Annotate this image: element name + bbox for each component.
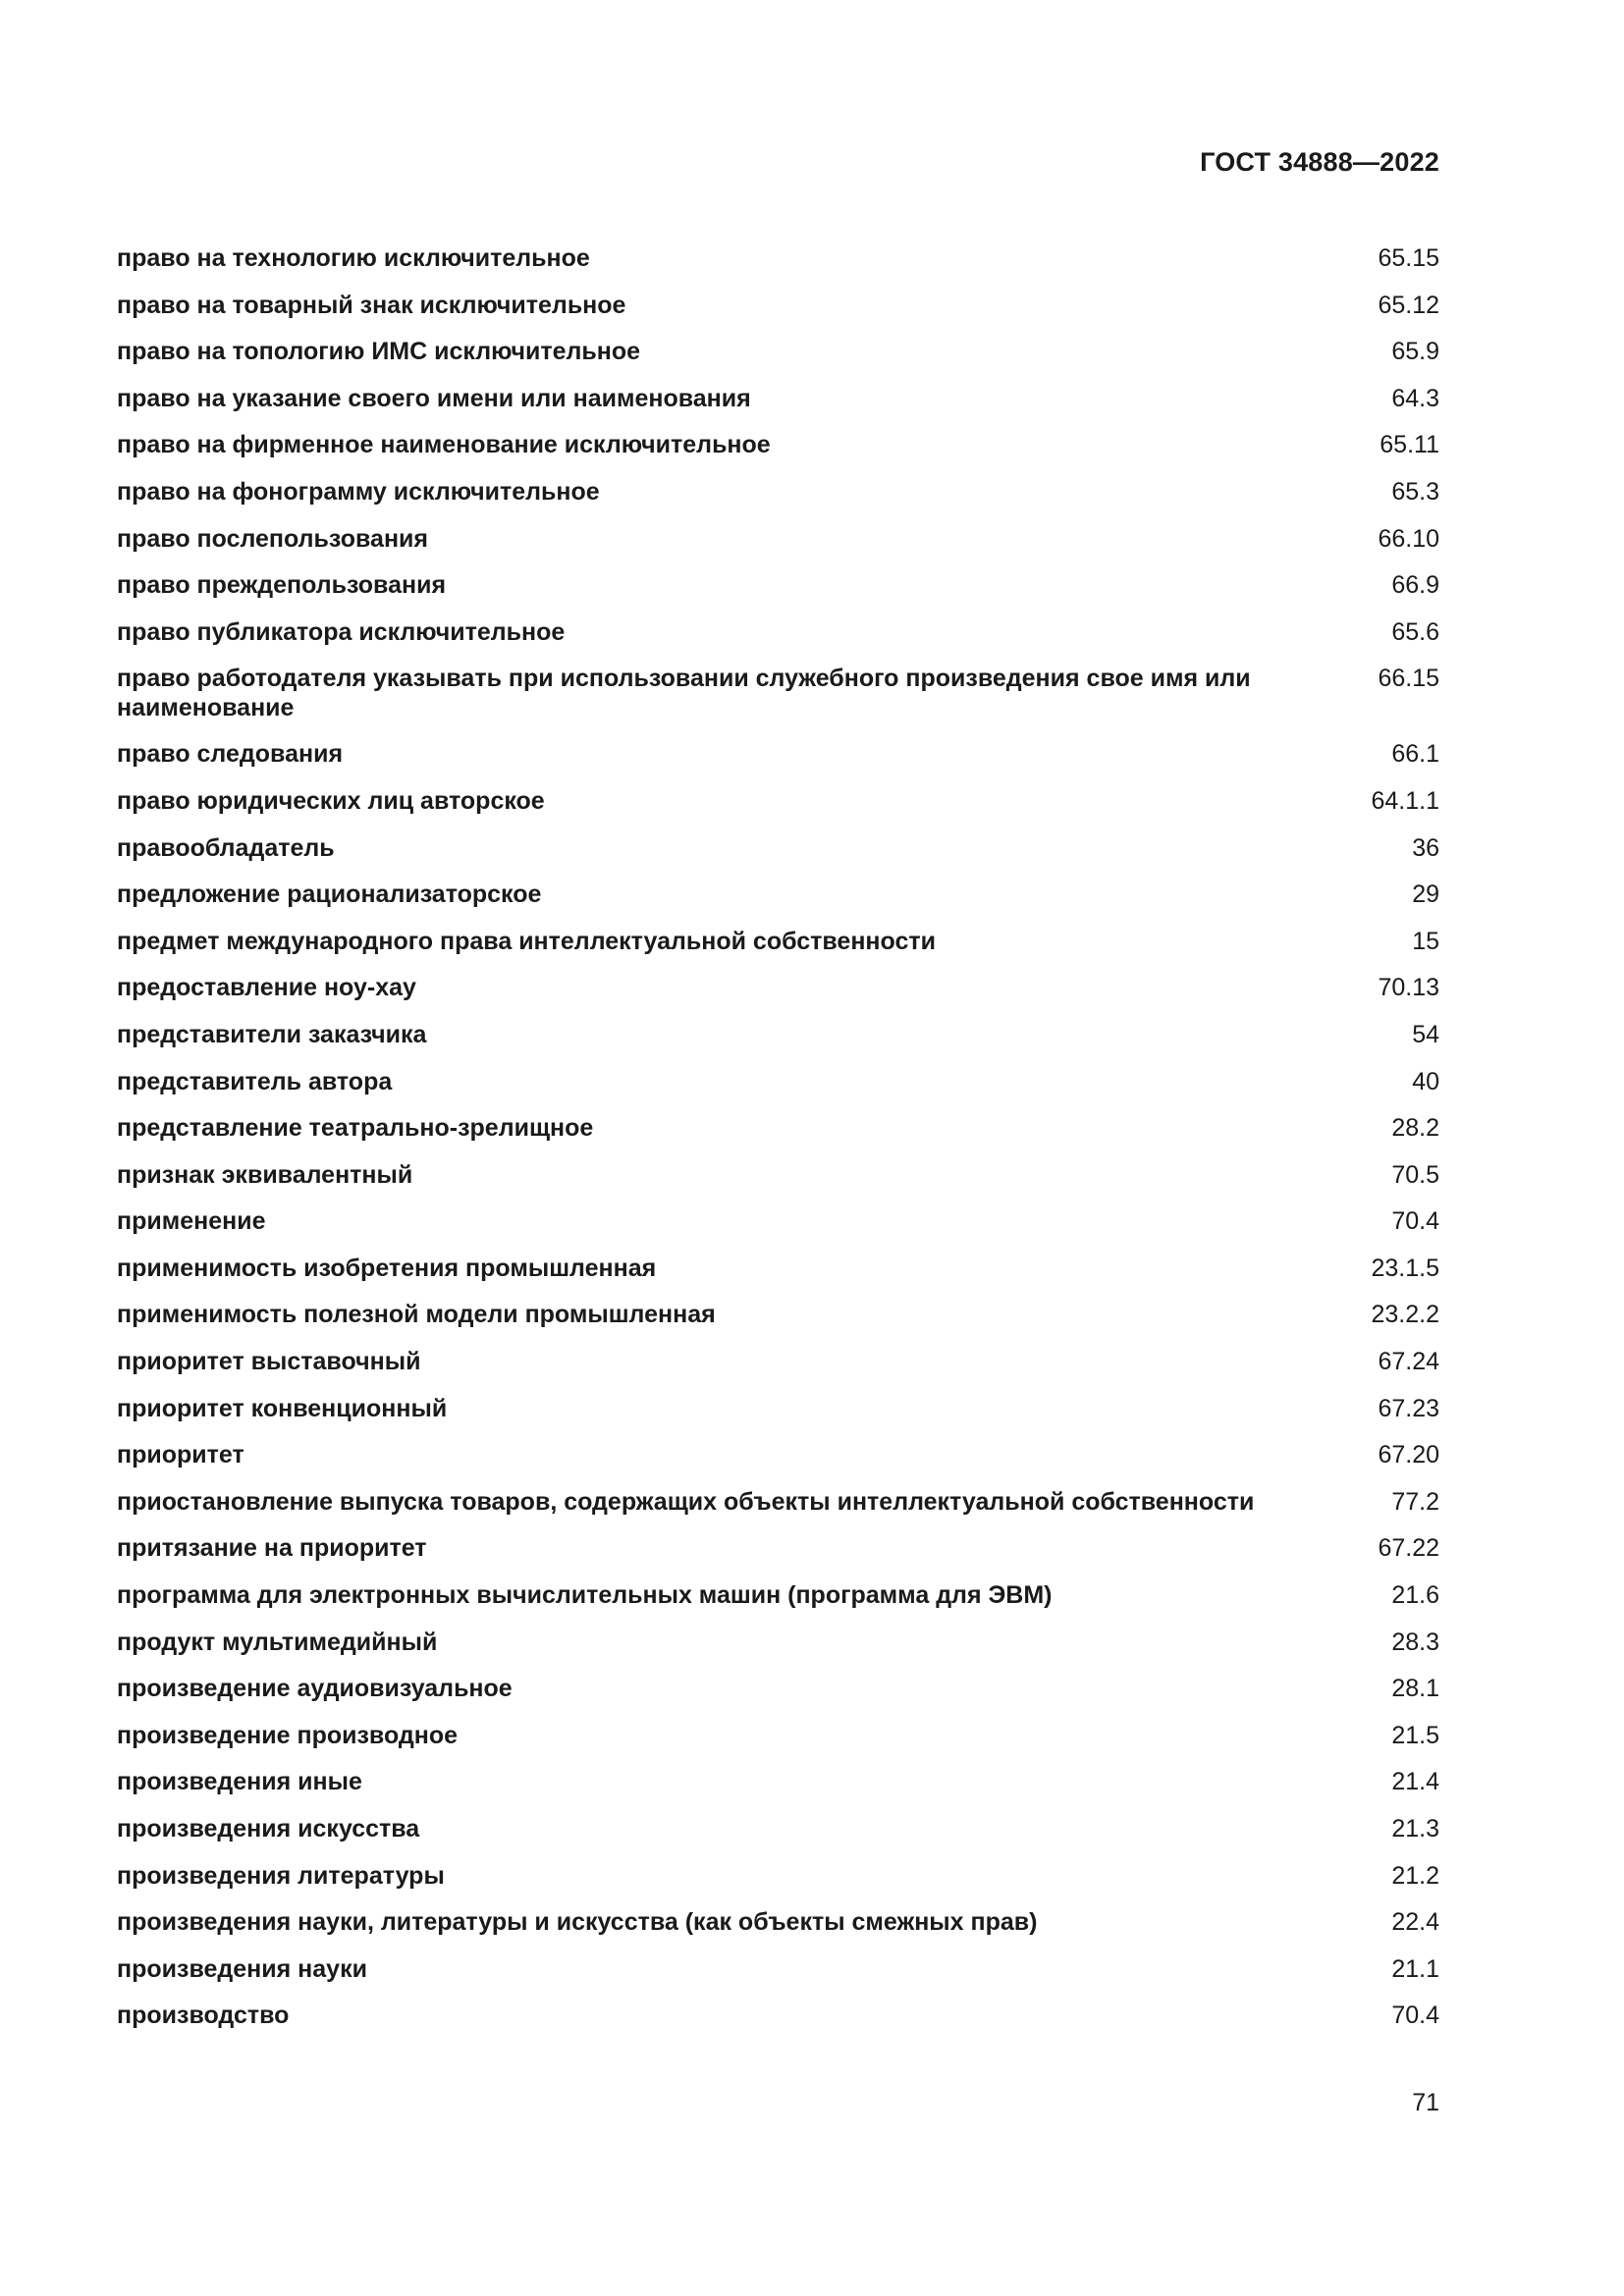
index-term: предмет международного права интеллектуальной собственности — [117, 927, 936, 955]
index-entry — [117, 739, 1439, 786]
index-list — [117, 243, 1439, 2048]
index-term: право преждепользования — [117, 571, 447, 600]
index-term: применение — [117, 1207, 266, 1236]
index-reference-number: 28.3 — [1391, 1628, 1439, 1656]
index-entry — [117, 1020, 1439, 1067]
index-term: применимость полезной модели промышленная — [117, 1301, 716, 1329]
index-reference-number: 28.1 — [1391, 1675, 1439, 1703]
index-reference-number: 29 — [1412, 881, 1439, 909]
index-term: приостановление выпуска товаров, содержащих объекты интеллектуальной собственности — [117, 1487, 1255, 1516]
page-header-standard-code: ГОСТ 34888—2022 — [1200, 147, 1439, 177]
index-entry — [117, 1814, 1439, 1861]
index-entry — [117, 1628, 1439, 1675]
index-entry — [117, 1347, 1439, 1394]
index-term: право следования — [117, 740, 344, 769]
index-term: произведение аудиовизуальное — [117, 1675, 513, 1703]
index-entry — [117, 833, 1439, 881]
index-term: произведения науки, литературы и искусства (как объекты смежных прав) — [117, 1908, 1038, 1937]
index-reference-number: 67.24 — [1378, 1348, 1439, 1376]
index-entry — [117, 1767, 1439, 1814]
index-entry — [117, 2001, 1439, 2048]
index-term: представление театрально-зрелищное — [117, 1114, 594, 1143]
index-entry — [117, 973, 1439, 1020]
index-reference-number: 21.2 — [1391, 1861, 1439, 1890]
index-term: правообладатель — [117, 833, 335, 862]
index-entry — [117, 927, 1439, 974]
index-term: право послепользования — [117, 524, 429, 553]
index-reference-number: 70.5 — [1391, 1160, 1439, 1189]
index-reference-number: 22.4 — [1391, 1908, 1439, 1937]
index-entry — [117, 524, 1439, 571]
index-term: произведения искусства — [117, 1815, 420, 1842]
index-reference-number: 67.22 — [1378, 1534, 1439, 1563]
index-term: произведение производное — [117, 1721, 459, 1749]
index-term: приоритет выставочный — [117, 1348, 421, 1376]
index-entry — [117, 1300, 1439, 1347]
index-reference-number: 65.12 — [1378, 291, 1439, 319]
index-reference-number: 36 — [1412, 833, 1439, 862]
index-reference-number: 67.23 — [1378, 1394, 1439, 1422]
index-entry — [117, 1954, 1439, 2002]
index-reference-number: 66.10 — [1378, 524, 1439, 553]
index-term: произведения иные — [117, 1768, 362, 1796]
index-reference-number: 21.5 — [1391, 1721, 1439, 1749]
page-number: 71 — [1412, 2089, 1439, 2116]
index-reference-number: 15 — [1412, 927, 1439, 955]
index-term: применимость изобретения промышленная — [117, 1254, 657, 1282]
index-term: право на товарный знак исключительное — [117, 291, 626, 319]
index-reference-number: 66.1 — [1391, 740, 1439, 769]
index-term: программа для электронных вычислительных машин (программа для ЭВМ) — [117, 1581, 1053, 1610]
index-term: право на топологию ИМС исключительное — [117, 338, 641, 366]
index-reference-number: 67.20 — [1378, 1441, 1439, 1469]
index-term: предложение рационализаторское — [117, 881, 542, 909]
index-term: представитель автора — [117, 1067, 393, 1095]
index-entry — [117, 477, 1439, 524]
index-term: продукт мультимедийный — [117, 1628, 438, 1656]
index-term: приоритет — [117, 1441, 244, 1469]
index-entry — [117, 1721, 1439, 1768]
index-entry — [117, 1440, 1439, 1487]
index-reference-number: 65.9 — [1391, 338, 1439, 366]
index-term: произведения науки — [117, 1954, 367, 1983]
index-entry — [117, 570, 1439, 617]
index-reference-number: 65.6 — [1391, 617, 1439, 646]
index-term: право на указание своего имени или наименования — [117, 384, 751, 412]
index-entry — [117, 1206, 1439, 1254]
index-entry — [117, 384, 1439, 431]
index-term: право юридических лиц авторское — [117, 786, 545, 815]
index-reference-number: 28.2 — [1391, 1114, 1439, 1143]
index-entry — [117, 1674, 1439, 1721]
index-term: производство — [117, 2002, 290, 2030]
index-entry — [117, 1487, 1439, 1534]
index-entry — [117, 430, 1439, 477]
index-reference-number: 23.2.2 — [1371, 1301, 1439, 1329]
index-entry — [117, 1113, 1439, 1160]
index-reference-number: 66.15 — [1378, 665, 1439, 693]
index-entry — [117, 786, 1439, 833]
index-reference-number: 21.1 — [1391, 1954, 1439, 1983]
index-reference-number: 65.11 — [1380, 431, 1439, 459]
index-term: право на фирменное наименование исключительное — [117, 431, 771, 459]
index-entry — [117, 1861, 1439, 1908]
index-reference-number: 64.3 — [1391, 384, 1439, 412]
index-term: приоритет конвенционный — [117, 1394, 448, 1422]
index-entry — [117, 337, 1439, 384]
index-entry — [117, 1394, 1439, 1441]
index-reference-number: 21.4 — [1391, 1768, 1439, 1796]
index-term: представители заказчика — [117, 1020, 427, 1048]
index-term: произведения литературы — [117, 1861, 445, 1890]
index-entry — [117, 1067, 1439, 1114]
index-reference-number: 40 — [1412, 1067, 1439, 1095]
index-reference-number: 70.4 — [1391, 2002, 1439, 2030]
index-reference-number: 23.1.5 — [1371, 1254, 1439, 1282]
index-reference-number: 66.9 — [1391, 571, 1439, 600]
index-entry — [117, 1580, 1439, 1628]
index-term: право на технологию исключительное — [117, 244, 590, 272]
index-term: признак эквивалентный — [117, 1160, 413, 1189]
index-reference-number: 21.6 — [1391, 1581, 1439, 1610]
index-reference-number: 21.3 — [1391, 1815, 1439, 1842]
index-entry — [117, 1907, 1439, 1954]
index-reference-number: 65.15 — [1378, 244, 1439, 272]
index-entry — [117, 617, 1439, 665]
index-reference-number: 77.2 — [1391, 1487, 1439, 1516]
index-entry — [117, 664, 1439, 739]
index-term: предоставление ноу-хау — [117, 974, 416, 1002]
index-term: право работодателя указывать при использовании служебного произведения свое имя или наименование — [117, 665, 1251, 722]
index-term: право публикатора исключительное — [117, 617, 566, 646]
index-reference-number: 54 — [1412, 1020, 1439, 1048]
index-term: притязание на приоритет — [117, 1534, 427, 1563]
index-entry — [117, 243, 1439, 291]
index-reference-number: 70.4 — [1391, 1207, 1439, 1236]
index-reference-number: 64.1.1 — [1371, 786, 1439, 815]
index-entry — [117, 1160, 1439, 1207]
index-entry — [117, 291, 1439, 338]
index-reference-number: 70.13 — [1378, 974, 1439, 1002]
index-entry — [117, 1254, 1439, 1301]
index-term: право на фонограмму исключительное — [117, 477, 600, 506]
index-entry — [117, 1533, 1439, 1580]
index-entry — [117, 880, 1439, 927]
index-reference-number: 65.3 — [1391, 477, 1439, 506]
